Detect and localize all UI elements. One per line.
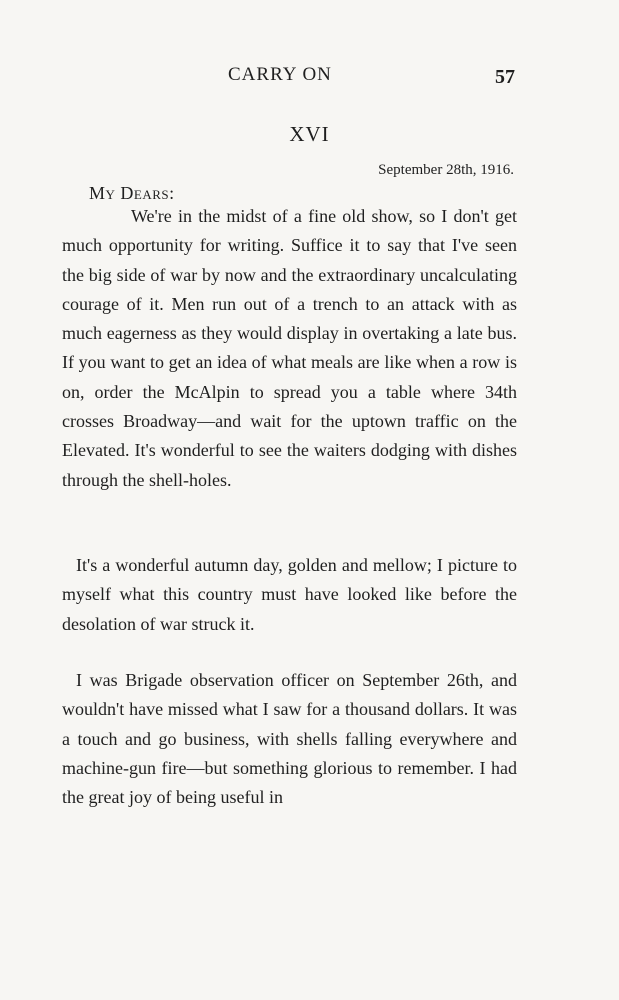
chapter-number: XVI xyxy=(289,122,330,146)
page-number: 57 xyxy=(495,66,515,88)
letter-salutation: My Dears: xyxy=(89,183,175,203)
body-paragraph: We're in the midst of a fine old show, so I don't get much opportunity for writing. Suffice it to say that I've seen the big side of war by now and the extraordinary uncalculating courage of it. Men run out of a trench to an attack with as much eagerness as they would display in overtaking a late bus. If you want to get an idea of what meals are like when a row is on, order the McAlpin to spread you a table where 34th crosses Broadway—and wait for the uptown traffic on the Elevated. It's wonderful to see the waiters dodging with dishes through the shell-holes. xyxy=(62,206,517,490)
running-head xyxy=(0,60,619,90)
body-paragraph: It's a wonderful autumn day, golden and mellow; I picture to myself what this country must have looked like before the desolation of war struck it. xyxy=(62,555,517,634)
running-title: CARRY ON xyxy=(228,64,332,85)
letter-date: September 28th, 1916. xyxy=(378,162,514,178)
body-paragraph: I was Brigade observation officer on September 26th, and wouldn't have missed what I saw for a thousand dollars. It was a touch and go business, with shells falling everywhere and machine-gun fire—but something glorious to remember. I had the great joy of being useful in xyxy=(62,670,517,808)
